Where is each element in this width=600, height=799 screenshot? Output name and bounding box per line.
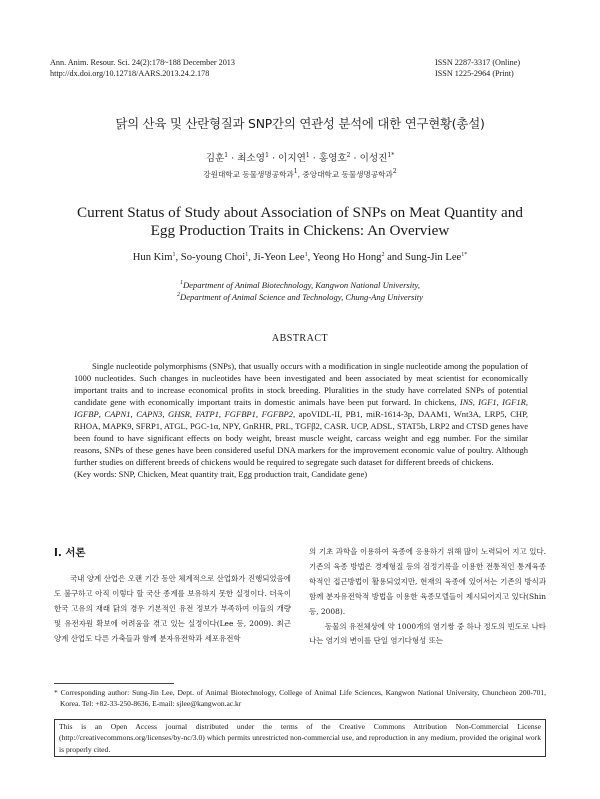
- korean-affiliations: 강원대학교 동물생명공학과$^1$, 중앙대학교 동물생명공학과$^2$: [203, 168, 397, 179]
- abstract-text-after: apoVIDL-II, PB1, miR-1614-3p, DAAM1, Wnt3A, LRP5, CHP, RHOA, MAPK9, SFRP1, ATGL, PGC-1α, NPY, GnRHR, PRL, TGFβ2, CASR. UCP, ADSL, STAT5b, LRP2 and CTSD genes have been found to have significant effects on body weight, breast muscle weight, carcass weight and egg number. For the similar reasons, SNPs of these genes have been considered useful DNA markers for the improvement economic value of poultry. Although further studies on different breeds of chickens would be required to segregate such dataset for different breeds of chickens.: [74, 409, 529, 467]
- affiliation-line: [0, 279, 600, 291]
- author-name: 이지연: [278, 153, 306, 164]
- english-affiliations: [0, 279, 600, 303]
- author-name: 홍영호: [318, 153, 347, 164]
- abstract-body: [74, 360, 528, 480]
- author-name: 최소영: [237, 153, 266, 164]
- english-title: [0, 204, 600, 240]
- author-affil-marker: 1: [245, 252, 249, 258]
- english-title-line: Egg Production Traits in Chickens: An Overview: [150, 222, 450, 239]
- affiliation: Department of Animal Science and Technology, Chung-Ang University: [180, 292, 423, 302]
- gene-name: INS: [459, 397, 473, 407]
- intro-right-column: [309, 545, 546, 649]
- abstract-paragraph: [74, 360, 528, 468]
- gene-name: CAPN3: [136, 409, 163, 419]
- author-name: So-young Choi: [180, 252, 246, 263]
- author-affil-marker: 1: [305, 152, 310, 159]
- gene-name: FGFBP2: [261, 409, 293, 419]
- intro-paragraph: 동물의 유전체상에 약 1000개의 염기쌍 중 하나 정도의 빈도로 나타나는 염기의 변이를 단일 염기다형성 또는: [309, 621, 546, 646]
- gene-name: IGFBP: [74, 409, 99, 419]
- affil-marker: 2: [177, 292, 180, 298]
- gene-name: IGF1: [478, 397, 497, 407]
- author-affil-marker: 1*: [461, 252, 468, 258]
- author-affil-marker: 2: [346, 152, 351, 159]
- english-authors: Hun Kim$^1$, So-young Choi$^1$, Ji-Yeon Lee$^1$, Yeong Ho Hong$^2$ and Sung-Jin Lee$^{1*}$: [132, 252, 468, 263]
- author-name: 김훈: [205, 153, 225, 164]
- affil-marker: 2: [392, 168, 397, 175]
- author-affil-marker: 1: [265, 152, 269, 159]
- author-affil-marker: 1: [224, 152, 229, 159]
- issn-block: [435, 57, 520, 79]
- corresponding-author-footnote: * Corresponding author: Sung-Jin Lee, Dept. of Animal Biotechnology, College of Animal Life Sciences, Kangwon National University, Chuncheon 200-701, Korea. Tel: +82-33-250-8636, E-mail: sjlee@kangwon.ac.kr: [54, 688, 546, 708]
- citation-line: Ann. Anim. Resour. Sci. 24(2):178~188 December 2013: [50, 58, 235, 67]
- gene-name: CAPN1: [104, 409, 131, 419]
- section-heading-introduction: Ⅰ. 서론: [54, 547, 86, 559]
- author-affil-marker: 2: [381, 252, 385, 258]
- author-name: 이성진: [359, 153, 388, 164]
- korean-authors: 김훈$^1$ · 최소영$^1$ · 이지연$^1$ · 홍영호$^2$ · 이성진$^{1*}$: [205, 152, 395, 164]
- author-affil-marker: 1: [172, 252, 176, 258]
- english-title-line: Current Status of Study about Association of SNPs on Meat Quantity and: [77, 204, 523, 221]
- gene-list: INS, IGF1, IGF1R, IGFBP, CAPN1, CAPN3, GHSR, FATP1, FGFBP1, FGFBP2,: [74, 397, 529, 419]
- gene-name: IGF1R: [502, 397, 526, 407]
- author-affil-marker: 1: [304, 252, 308, 258]
- korean-title: 닭의 산육 및 산란형질과 SNP간의 연관성 분석에 대한 연구현황(총설): [115, 116, 485, 131]
- author-affil-marker: 1*: [387, 152, 395, 159]
- intro-paragraph: 의 기초 과학을 이용하여 육종에 응용하기 위해 많이 노력되어 지고 있다. 기존의 육종 방법은 경제형질 등의 검정기록을 이용한 전통적인 통계육종학적인 접근방법이 활용되었지만, 현재의 육종에 있어서는 기존의 방식과 함께 분자유전학적 방법을 이용한 육종모델들이 제시되어지고 있다(Shin 등, 2008).: [309, 547, 546, 616]
- affiliation: Department of Animal Biotechnology, Kangwon National University,: [182, 280, 421, 290]
- license-box: This is an Open Access journal distributed under the terms of the Creative Commons Attribution Non-Commercial License (http://creativecommons.org/licenses/by-nc/3.0) which permits unrestricted non-commercial use, and reproduction in any medium, provided the original work is properly cited.: [54, 719, 546, 757]
- affiliation: 중앙대학교 동물생명공학과: [302, 170, 393, 179]
- abstract-text-before: Single nucleotide polymorphisms (SNPs), that usually occurs with a modification in single nucleotide among the population of 1000 nucleotides. Such changes in nucleotides have been investigated and been associated by meat scientist for economically important traits and to increase economical profits in stock breeding. Pluralities in the study have correlated SNPs of potential candidate gene with economically important traits in domestic animals have been put forward. In chickens,: [74, 361, 528, 407]
- author-name: Yeong Ho Hong: [312, 252, 382, 263]
- issn-print: ISSN 1225-2964 (Print): [435, 69, 514, 78]
- affil-marker: 1: [293, 168, 298, 175]
- author-name: Hun Kim: [132, 252, 173, 263]
- author-name: Sung-Jin Lee: [405, 252, 462, 263]
- affiliation: 강원대학교 동물생명공학과: [203, 170, 294, 179]
- journal-citation: [50, 57, 235, 79]
- abstract-heading: ABSTRACT: [271, 333, 329, 344]
- author-name: Ji-Yeon Lee: [253, 252, 305, 263]
- gene-name: FGFBP1: [224, 409, 256, 419]
- keywords: (Key words: SNP, Chicken, Meat quantity trait, Egg production trait, Candidate gene): [74, 469, 368, 479]
- gene-name: GHSR: [168, 409, 190, 419]
- affiliation-line: [0, 291, 600, 303]
- issn-online: ISSN 2287-3317 (Online): [435, 58, 521, 67]
- intro-left-column: 국내 양계 산업은 오랜 기간 동안 체계적으로 산업화가 진행되었음에도 불구하고 아직 이렇다 할 국산 종계를 보유하지 못한 실정이다. 더욱이 한국 고유의 재래 닭의 경우 기본적인 유전 정보가 부족하여 이들의 개량 및 유전자원 확보에 어려움을 겪고 있는 실정이다(Lee 등, 2009). 최근 양계 산업도 다른 가축들과 함께 분자유전학과 세포유전학: [54, 574, 291, 643]
- doi-link[interactable]: http://dx.doi.org/10.12718/AARS.2013.24.2.178: [50, 69, 210, 78]
- footnote-divider: [54, 683, 174, 684]
- gene-name: FATP1: [195, 409, 219, 419]
- affil-marker: 1: [179, 280, 183, 286]
